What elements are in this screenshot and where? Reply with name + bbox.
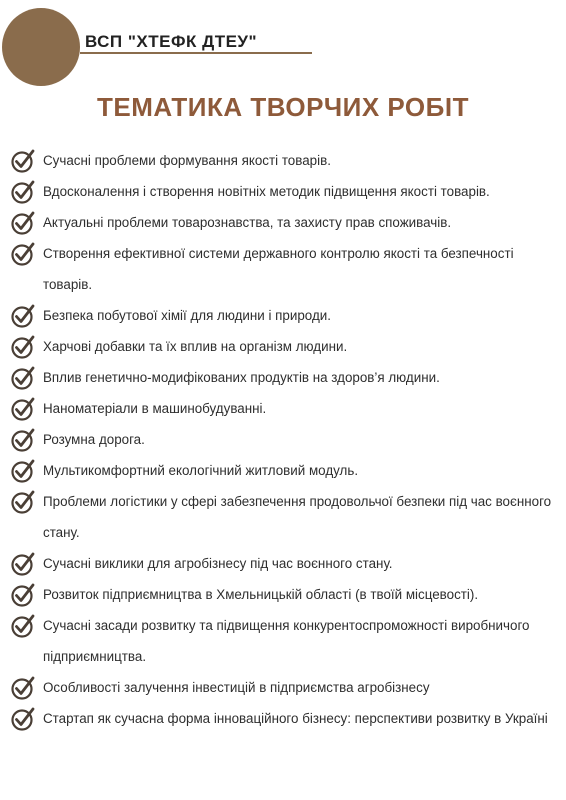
check-circle-icon — [10, 179, 36, 205]
decorative-circle — [2, 8, 80, 86]
check-circle-icon — [10, 675, 36, 701]
check-circle-icon — [10, 396, 36, 422]
list-item — [0, 455, 566, 486]
check-circle-icon — [10, 241, 36, 267]
list-item — [0, 207, 566, 238]
topics-list — [0, 145, 566, 734]
topic-text: Сучасні засади розвитку та підвищення конкурентоспроможності виробничого підприємництва. — [43, 618, 530, 664]
list-item — [0, 424, 566, 455]
list-item — [0, 703, 566, 734]
check-circle-icon — [10, 582, 36, 608]
check-circle-icon — [10, 706, 36, 732]
topic-text: Стартап як сучасна форма інноваційного бізнесу: перспективи розвитку в Україні — [43, 711, 548, 726]
check-circle-icon — [10, 427, 36, 453]
topic-text: Особливості залучення інвестицій в підприємства агробізнесу — [43, 680, 430, 695]
list-item — [0, 238, 566, 300]
list-item — [0, 300, 566, 331]
topic-text: Розумна дорога. — [43, 432, 145, 447]
list-item — [0, 176, 566, 207]
organization-name: ВСП "ХТЕФК ДТЕУ" — [85, 32, 258, 51]
check-circle-icon — [10, 458, 36, 484]
check-circle-icon — [10, 210, 36, 236]
page-title: ТЕМАТИКА ТВОРЧИХ РОБІТ — [97, 92, 469, 122]
list-item — [0, 393, 566, 424]
list-item — [0, 610, 566, 672]
check-circle-icon — [10, 334, 36, 360]
topic-text: Харчові добавки та їх вплив на організм людини. — [43, 339, 348, 354]
list-item — [0, 579, 566, 610]
topic-text: Мультикомфортний екологічний житловий модуль. — [43, 463, 359, 478]
topic-text: Сучасні проблеми формування якості товарів. — [43, 153, 331, 168]
topic-text: Сучасні виклики для агробізнесу під час воєнного стану. — [43, 556, 393, 571]
topic-text: Безпека побутової хімії для людини і природи. — [43, 308, 331, 323]
list-item — [0, 331, 566, 362]
check-circle-icon — [10, 551, 36, 577]
list-item — [0, 672, 566, 703]
topic-text: Створення ефективної системи державного контролю якості та безпечності товарів. — [43, 246, 514, 292]
list-item — [0, 145, 566, 176]
topic-text: Вплив генетично-модифікованих продуктів на здоров’я людини. — [43, 370, 440, 385]
list-item — [0, 548, 566, 579]
check-circle-icon — [10, 613, 36, 639]
topic-text: Розвиток підприємництва в Хмельницькій області (в твоїй місцевості). — [43, 587, 479, 602]
header-underline — [80, 52, 312, 54]
topic-text: Проблеми логістики у сфері забезпечення продовольчої безпеки під час воєнного стану. — [43, 494, 552, 540]
check-circle-icon — [10, 303, 36, 329]
check-circle-icon — [10, 148, 36, 174]
check-circle-icon — [10, 489, 36, 515]
list-item — [0, 486, 566, 548]
topic-text: Наноматеріали в машинобудуванні. — [43, 401, 267, 416]
check-circle-icon — [10, 365, 36, 391]
topic-text: Актуальні проблеми товарознавства, та захисту прав споживачів. — [43, 215, 452, 230]
topic-text: Вдосконалення і створення новітніх методик підвищення якості товарів. — [43, 184, 490, 199]
list-item — [0, 362, 566, 393]
